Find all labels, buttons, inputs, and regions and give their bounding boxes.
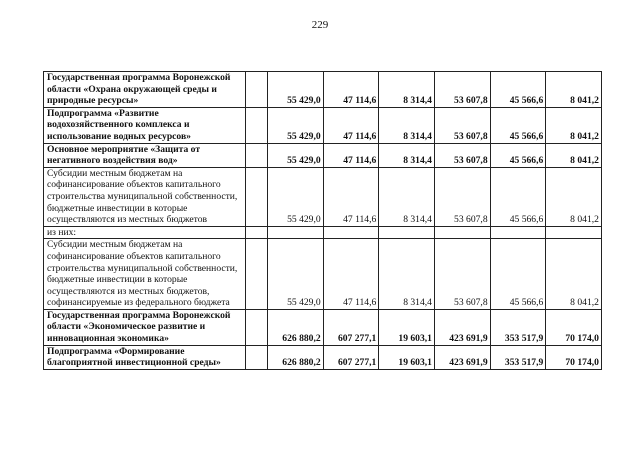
value-cell: 45 566,6	[490, 72, 546, 108]
value-cell: 8 041,2	[546, 72, 602, 108]
row-label: Субсидии местным бюджетам на софинансирование объектов капитального строительства муниципальной собственности, бюджетные инвестиции в которые осуществляются из местных бюджетов, софинансируемые из федерального бюджета	[44, 239, 246, 310]
page-number: 229	[311, 19, 329, 31]
value-cell: 8 041,2	[546, 167, 602, 226]
value-cell: 47 114,6	[323, 239, 379, 310]
value-cell: 55 429,0	[268, 143, 324, 167]
value-cell: 8 314,4	[379, 239, 435, 310]
value-cell: 47 114,6	[323, 167, 379, 226]
value-cell: 53 607,8	[434, 239, 490, 310]
table-row	[44, 309, 602, 345]
value-cell	[323, 226, 379, 239]
row-label: Государственная программа Воронежской области «Охрана окружающей среды и природные ресурсы»	[44, 72, 246, 108]
value-cell	[379, 226, 435, 239]
table-row	[44, 143, 602, 167]
budget-table	[43, 71, 602, 370]
value-cell	[268, 226, 324, 239]
row-label: Подпрограмма «Формирование благоприятной инвестиционной среды»	[44, 345, 246, 369]
value-cell: 70 174,0	[546, 309, 602, 345]
value-cell	[434, 226, 490, 239]
empty-cell	[246, 143, 268, 167]
empty-cell	[246, 345, 268, 369]
value-cell: 353 517,9	[490, 309, 546, 345]
value-cell: 45 566,6	[490, 167, 546, 226]
empty-cell	[246, 107, 268, 143]
value-cell: 55 429,0	[268, 167, 324, 226]
value-cell: 19 603,1	[379, 309, 435, 345]
table-row	[44, 345, 602, 369]
value-cell: 55 429,0	[268, 72, 324, 108]
value-cell: 53 607,8	[434, 72, 490, 108]
value-cell: 8 314,4	[379, 72, 435, 108]
empty-cell	[246, 226, 268, 239]
row-label: Подпрограмма «Развитие водохозяйственного комплекса и использование водных ресурсов»	[44, 107, 246, 143]
value-cell: 8 314,4	[379, 143, 435, 167]
value-cell: 45 566,6	[490, 239, 546, 310]
table-body	[44, 72, 602, 370]
row-label: Субсидии местным бюджетам на софинансирование объектов капитального строительства муниципальной собственности, бюджетные инвестиции в которые осуществляются из местных бюджетов	[44, 167, 246, 226]
table-row	[44, 167, 602, 226]
value-cell: 423 691,9	[434, 309, 490, 345]
value-cell: 47 114,6	[323, 107, 379, 143]
row-label: из них:	[44, 226, 246, 239]
value-cell	[546, 226, 602, 239]
empty-cell	[246, 239, 268, 310]
value-cell: 47 114,6	[323, 143, 379, 167]
value-cell: 53 607,8	[434, 167, 490, 226]
table-row	[44, 72, 602, 108]
value-cell: 47 114,6	[323, 72, 379, 108]
value-cell: 19 603,1	[379, 345, 435, 369]
value-cell: 55 429,0	[268, 239, 324, 310]
value-cell: 55 429,0	[268, 107, 324, 143]
value-cell: 45 566,6	[490, 143, 546, 167]
row-label: Основное мероприятие «Защита от негативного воздействия вод»	[44, 143, 246, 167]
value-cell: 70 174,0	[546, 345, 602, 369]
value-cell: 353 517,9	[490, 345, 546, 369]
value-cell: 423 691,9	[434, 345, 490, 369]
value-cell: 626 880,2	[268, 345, 324, 369]
empty-cell	[246, 309, 268, 345]
value-cell: 607 277,1	[323, 345, 379, 369]
empty-cell	[246, 167, 268, 226]
value-cell: 53 607,8	[434, 143, 490, 167]
row-label: Государственная программа Воронежской области «Экономическое развитие и инновационная экономика»	[44, 309, 246, 345]
value-cell: 8 041,2	[546, 107, 602, 143]
value-cell: 626 880,2	[268, 309, 324, 345]
table-row	[44, 226, 602, 239]
value-cell: 607 277,1	[323, 309, 379, 345]
value-cell	[490, 226, 546, 239]
table-row	[44, 107, 602, 143]
value-cell: 45 566,6	[490, 107, 546, 143]
value-cell: 53 607,8	[434, 107, 490, 143]
value-cell: 8 314,4	[379, 167, 435, 226]
value-cell: 8 041,2	[546, 239, 602, 310]
value-cell: 8 314,4	[379, 107, 435, 143]
empty-cell	[246, 72, 268, 108]
value-cell: 8 041,2	[546, 143, 602, 167]
table-row	[44, 239, 602, 310]
